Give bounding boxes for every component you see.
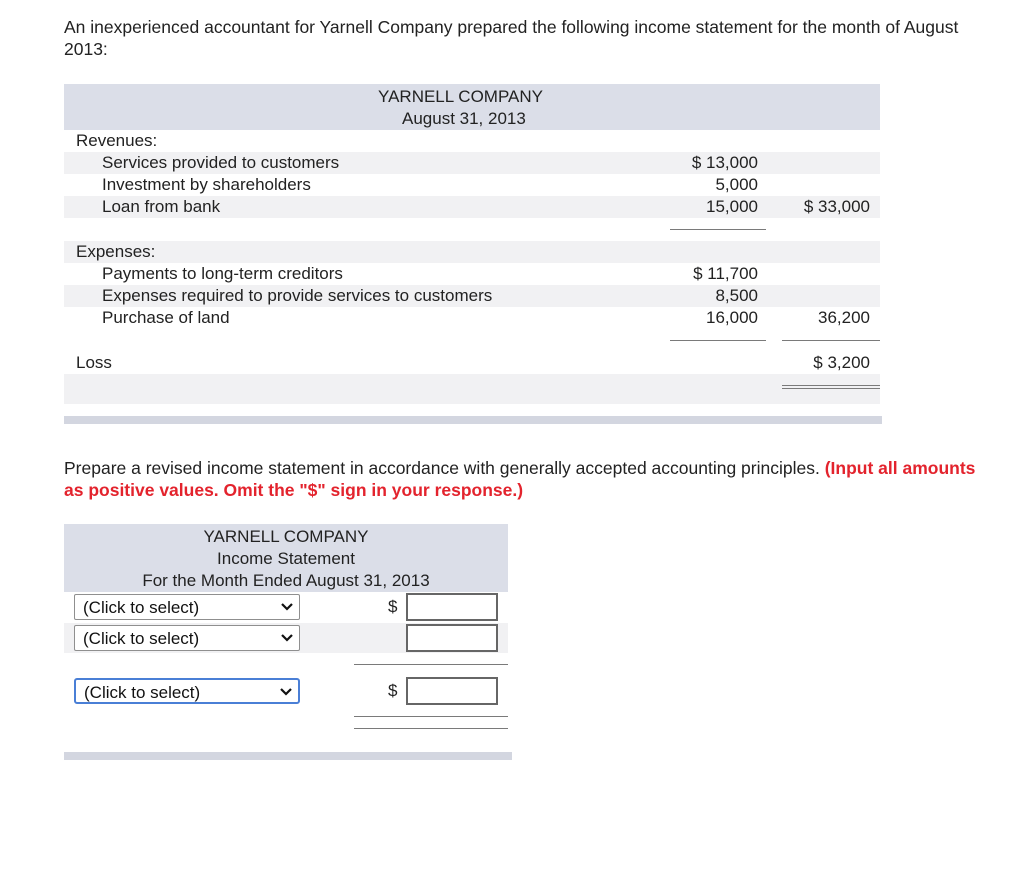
company-name: YARNELL COMPANY — [378, 87, 544, 106]
divider — [354, 664, 508, 665]
table-row — [64, 263, 880, 285]
table-row — [64, 307, 880, 329]
divider — [670, 229, 766, 230]
original-income-statement — [64, 84, 880, 424]
table-row — [64, 174, 880, 196]
amount-input[interactable] — [406, 677, 498, 705]
statement-bottom-bar — [64, 416, 882, 424]
table-row — [64, 285, 880, 307]
entry-row — [64, 623, 508, 653]
line-item-label: Services provided to customers — [102, 153, 340, 172]
statement-header — [64, 84, 880, 130]
statement-period: For the Month Ended August 31, 2013 — [142, 571, 430, 590]
revenues-total: $ 33,000 — [803, 197, 870, 216]
company-name: YARNELL COMPANY — [203, 527, 369, 546]
select-value: (Click to select) — [83, 598, 200, 617]
expenses-heading-row — [64, 241, 880, 263]
line-item-label: Expenses required to provide services to customers — [102, 286, 493, 305]
chevron-down-icon — [280, 688, 292, 696]
account-select[interactable] — [74, 625, 300, 651]
loss-row — [64, 352, 880, 374]
currency-symbol: $ — [388, 681, 398, 700]
revised-income-statement — [64, 524, 510, 760]
statement-bottom-bar — [64, 752, 512, 760]
revenues-heading-row — [64, 130, 880, 152]
statement-date: August 31, 2013 — [402, 109, 526, 128]
amount-input[interactable] — [406, 624, 498, 652]
line-item-amount: $ 13,000 — [691, 153, 758, 172]
expenses-total: 36,200 — [818, 308, 870, 327]
chevron-down-icon — [281, 634, 293, 642]
loss-label: Loss — [76, 353, 112, 372]
line-item-amount: 15,000 — [706, 197, 758, 216]
double-underline — [354, 728, 508, 729]
select-value: (Click to select) — [84, 683, 201, 702]
line-item-amount: $ 11,700 — [693, 264, 758, 283]
entry-row — [64, 592, 508, 622]
entry-row — [64, 676, 508, 706]
line-item-amount: 8,500 — [715, 286, 758, 305]
divider — [782, 340, 880, 341]
amount-input[interactable] — [406, 593, 498, 621]
select-value: (Click to select) — [83, 629, 200, 648]
line-item-label: Loan from bank — [102, 197, 221, 216]
instruction-text: Prepare a revised income statement in accordance with generally accepted accounting principles. — [64, 458, 820, 478]
double-underline — [782, 388, 880, 389]
expenses-label: Expenses: — [76, 242, 156, 261]
chevron-down-icon — [281, 603, 293, 611]
currency-symbol: $ — [388, 597, 398, 616]
statement-title: Income Statement — [217, 549, 355, 568]
account-select[interactable] — [74, 594, 300, 620]
line-item-label: Payments to long-term creditors — [102, 264, 343, 283]
line-item-label: Investment by shareholders — [102, 175, 311, 194]
table-row — [64, 152, 880, 174]
spacer-row — [64, 374, 880, 404]
line-item-amount: 16,000 — [706, 308, 758, 327]
instructions — [64, 457, 994, 501]
double-underline — [782, 385, 880, 386]
revenues-label: Revenues: — [76, 131, 158, 150]
double-underline — [354, 716, 508, 717]
table-row — [64, 196, 880, 218]
divider — [670, 340, 766, 341]
intro-text: An inexperienced accountant for Yarnell Company prepared the following income statement for the month of August 2013: — [64, 17, 959, 59]
line-item-amount: 5,000 — [715, 175, 758, 194]
instruction-warning: (Input all amounts as positive values. Omit the "$" sign in your response.) — [64, 458, 976, 500]
line-item-label: Purchase of land — [102, 308, 230, 327]
statement-header — [64, 524, 508, 592]
account-select[interactable] — [74, 678, 300, 704]
loss-amount: $ 3,200 — [813, 353, 870, 372]
